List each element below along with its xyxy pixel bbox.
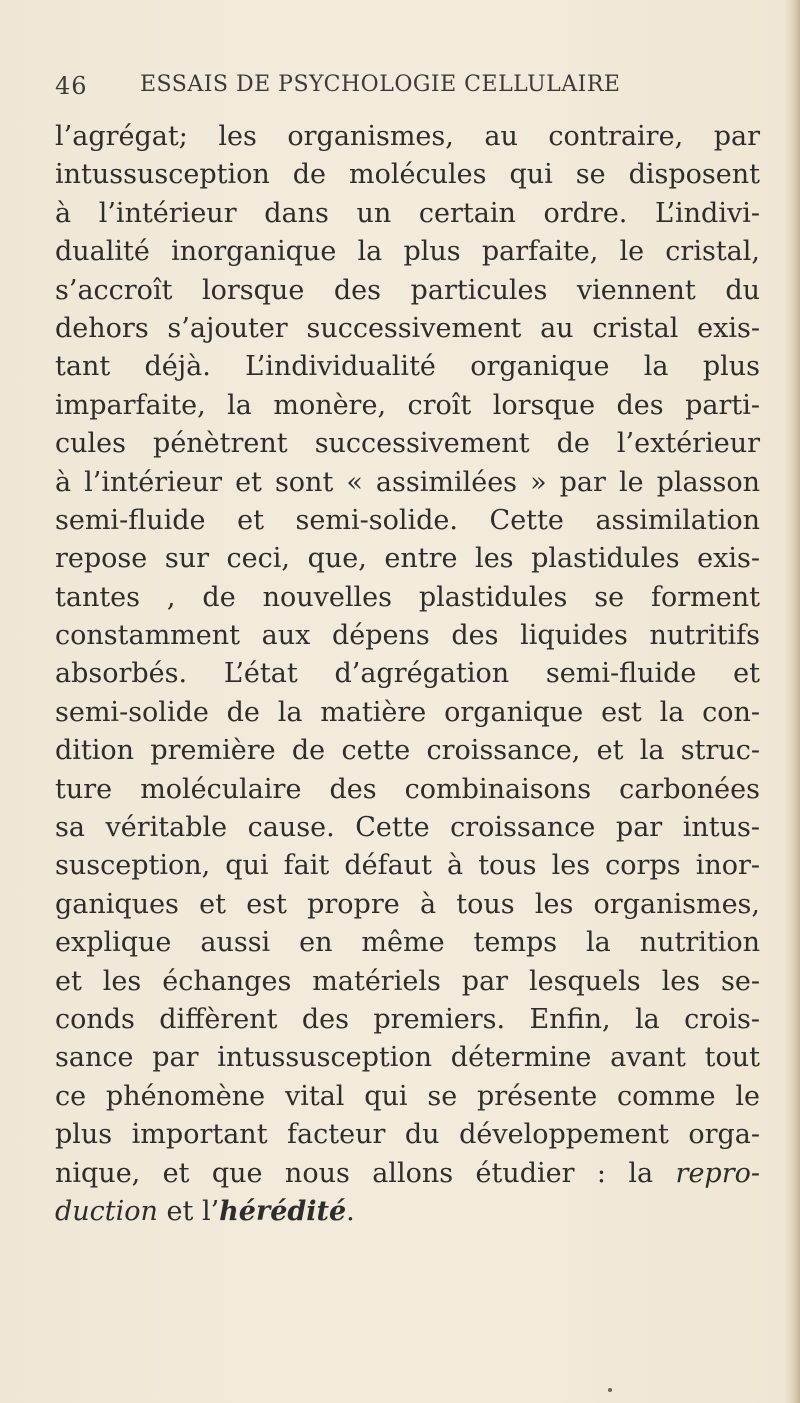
- text-line: à l’intérieur et sont « assimilées » par le plasson: [55, 466, 760, 498]
- text-line: absorbés. L’état d’agrégation semi-fluide et: [55, 658, 760, 690]
- text-line: semi-fluide et semi-solide. Cette assimilation: [55, 504, 760, 536]
- final-text-line: [55, 1193, 760, 1231]
- text-line-start: nique, et que nous allons étudier : la: [55, 1157, 654, 1189]
- body-paragraph: [55, 118, 760, 1231]
- text-line: tantes , de nouvelles plastidules se forment: [55, 581, 760, 613]
- text-line: imparfaite, la monère, croît lorsque des parti-: [55, 389, 760, 421]
- text-line: cules pénètrent successivement de l’extérieur: [55, 428, 760, 460]
- page-edge-shadow: [784, 0, 800, 1403]
- final-period: .: [346, 1195, 355, 1227]
- text-line: ce phénomène vital qui se présente comme le: [55, 1080, 760, 1112]
- text-line: semi-solide de la matière organique est la con-: [55, 696, 760, 728]
- text-line: sa véritable cause. Cette croissance par intus-: [55, 812, 760, 844]
- running-head: ESSAIS DE PSYCHOLOGIE CELLULAIRE: [140, 72, 621, 97]
- page-number: 46: [55, 72, 88, 100]
- connector-text: et: [157, 1195, 202, 1227]
- italic-word: repro-: [675, 1157, 760, 1189]
- text-line: tant déjà. L’individualité organique la plus: [55, 351, 760, 383]
- text-line: dehors s’ajouter successivement au cristal exis-: [55, 312, 760, 344]
- paper-speck: [608, 1388, 612, 1392]
- text-line: et les échanges matériels par lesquels les se-: [55, 965, 760, 997]
- text-line: repose sur ceci, que, entre les plastidules exis-: [55, 543, 760, 575]
- text-line: sance par intussusception détermine avant tout: [55, 1042, 760, 1074]
- text-line: à l’intérieur dans un certain ordre. L’indivi-: [55, 197, 760, 229]
- text-line: ture moléculaire des combinaisons carbonées: [55, 773, 760, 805]
- text-line: explique aussi en même temps la nutrition: [55, 927, 760, 959]
- text-line: dition première de cette croissance, et la struc-: [55, 735, 760, 767]
- emphasized-word: hérédité: [219, 1195, 347, 1227]
- text-line: susception, qui fait défaut à tous les corps inor-: [55, 850, 760, 882]
- italic-word: duction: [55, 1195, 158, 1227]
- text-line: s’accroît lorsque des particules viennent du: [55, 274, 760, 306]
- text-line: l’agrégat; les organismes, au contraire, par: [55, 121, 760, 152]
- text-line: plus important facteur du développement orga-: [55, 1119, 760, 1151]
- article-text: l’: [201, 1195, 220, 1227]
- text-line-with-italic: [55, 1155, 760, 1193]
- text-line: ganiques et est propre à tous les organismes,: [55, 888, 760, 920]
- text-line: intussusception de molécules qui se disposent: [55, 159, 760, 191]
- text-line: constamment aux dépens des liquides nutritifs: [55, 620, 760, 652]
- text-line: dualité inorganique la plus parfaite, le cristal,: [55, 236, 760, 268]
- text-line: conds diffèrent des premiers. Enfin, la crois-: [55, 1003, 760, 1035]
- page-header: [55, 72, 745, 112]
